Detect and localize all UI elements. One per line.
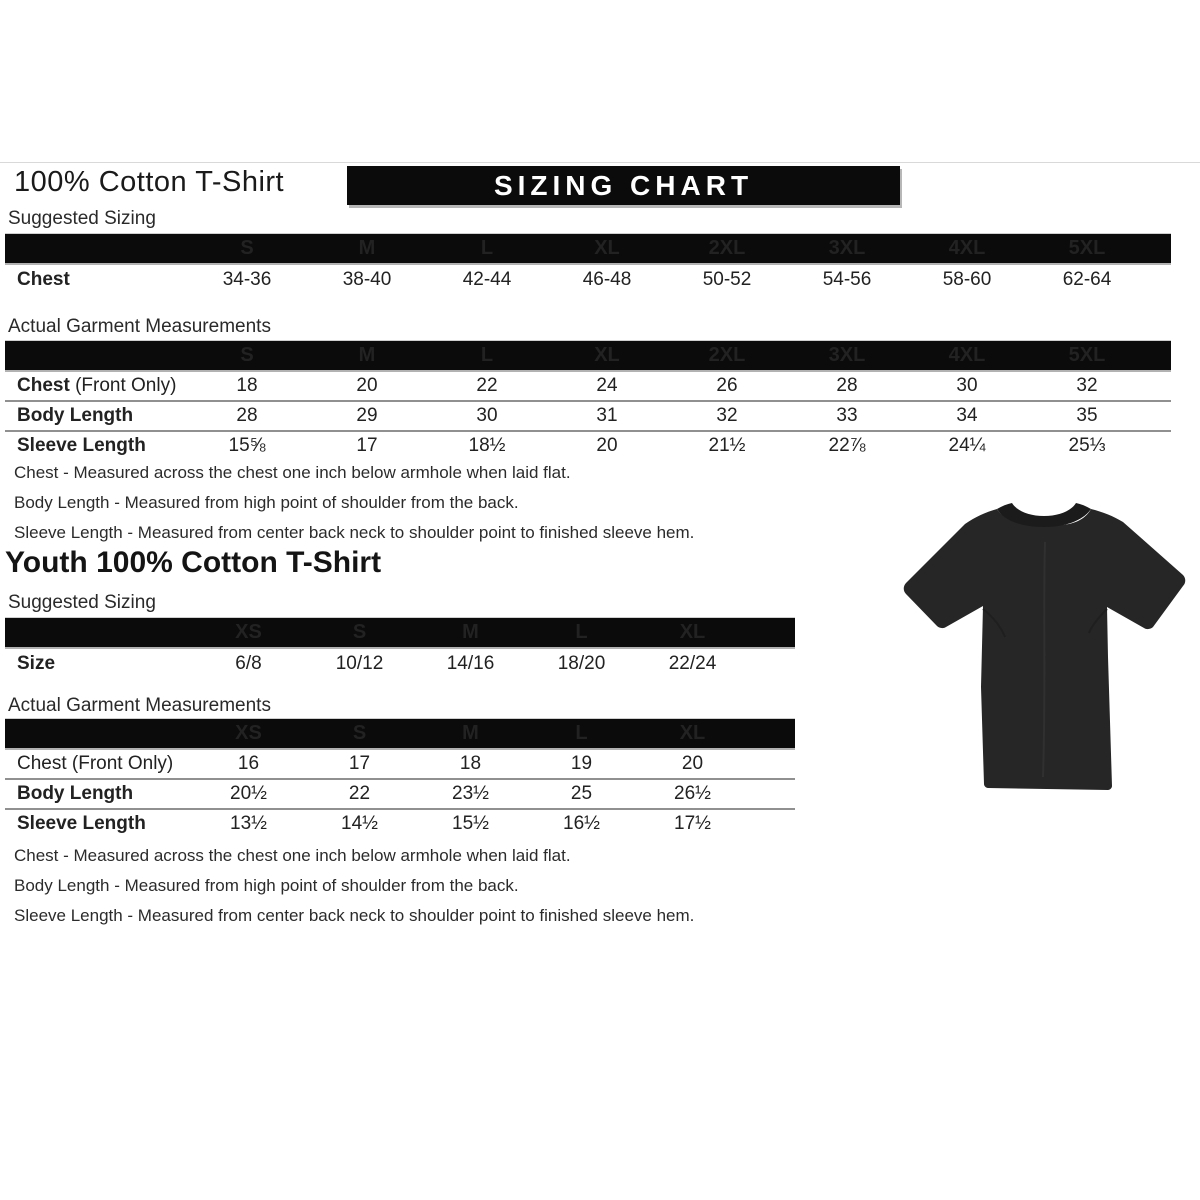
measurement: 24 [596, 375, 618, 396]
page-title: 100% Cotton T-Shirt [14, 166, 285, 198]
measurement: 22 [348, 783, 371, 804]
adult-body-length-row [5, 400, 1171, 430]
size-range: 22/24 [668, 653, 717, 674]
row-label [5, 435, 187, 457]
adult-actual-measurements-heading: Actual Garment Measurements [8, 316, 271, 337]
row-label [5, 375, 187, 397]
measurement: 25⅓ [1068, 435, 1106, 456]
note-chest: Chest - Measured across the chest one inch below armhole when laid flat. [14, 463, 571, 482]
adult-suggested-sizing-table [5, 233, 1171, 295]
size-header: XS [235, 621, 262, 643]
measurement: 22⅞ [828, 435, 866, 456]
youth-suggested-header-row [5, 618, 795, 647]
size-header: 4XL [948, 344, 986, 366]
measurement: 20 [681, 753, 704, 774]
note-chest: Chest - Measured across the chest one inch below armhole when laid flat. [14, 846, 571, 865]
size-header: S [240, 237, 254, 259]
note-body-length: Body Length - Measured from high point of shoulder from the back. [14, 876, 519, 895]
measurement: 25 [570, 783, 593, 804]
size-header: XL [594, 237, 620, 259]
measurement: 18½ [468, 435, 506, 456]
youth-chest-row [5, 748, 795, 778]
measurement: 31 [596, 405, 618, 426]
measurement: 17 [348, 753, 371, 774]
size-header: 2XL [708, 237, 746, 259]
adult-measurement-notes [14, 458, 694, 548]
row-label: Chest [17, 269, 70, 290]
adult-chest-row [5, 370, 1171, 400]
measurement: 16½ [563, 813, 600, 834]
chest-range: 34-36 [222, 269, 272, 290]
measurement: 15½ [452, 813, 489, 834]
note-sleeve-length: Sleeve Length - Measured from center back neck to shoulder point to finished sleeve hem. [14, 523, 695, 542]
row-label: Body Length [17, 783, 134, 804]
youth-actual-measurements-heading: Actual Garment Measurements [8, 695, 271, 716]
measurement: 32 [1076, 375, 1098, 396]
sizing-chart-banner [347, 166, 900, 205]
measurement: 26½ [674, 783, 711, 804]
row-label: Chest (Front Only) [17, 753, 174, 774]
youth-actual-measurements-table [5, 718, 795, 838]
measurement: 30 [476, 405, 498, 426]
row-label-suffix: (Front Only) [69, 375, 177, 396]
size-header: S [352, 722, 367, 744]
youth-actual-header-row [5, 719, 795, 748]
measurement: 24¼ [948, 435, 986, 456]
chest-range: 50-52 [702, 269, 752, 290]
tshirt-product-image [893, 487, 1195, 809]
youth-measurement-notes [14, 841, 694, 931]
measurement: 19 [570, 753, 593, 774]
size-range: 18/20 [557, 653, 606, 674]
row-label-bold: Chest [17, 375, 70, 396]
tshirt-illustration [893, 487, 1195, 809]
size-header: 3XL [828, 237, 866, 259]
chest-range: 54-56 [822, 269, 872, 290]
measurement: 28 [236, 405, 258, 426]
size-header: L [480, 237, 494, 259]
youth-suggested-sizing-table [5, 617, 795, 679]
size-header: 5XL [1068, 237, 1106, 259]
measurement: 26 [716, 375, 738, 396]
size-header: XL [594, 344, 620, 366]
measurement: 17½ [674, 813, 711, 834]
size-header: 4XL [948, 237, 986, 259]
youth-section-title: Youth 100% Cotton T-Shirt [5, 546, 382, 579]
youth-size-row [5, 647, 795, 679]
measurement: 13½ [230, 813, 267, 834]
size-header: 3XL [828, 344, 866, 366]
size-range: 6/8 [235, 653, 262, 674]
chest-range: 38-40 [342, 269, 392, 290]
measurement: 20 [596, 435, 618, 456]
size-header: M [358, 344, 376, 366]
note-sleeve-length: Sleeve Length - Measured from center back neck to shoulder point to finished sleeve hem. [14, 906, 695, 925]
page-top-divider [0, 162, 1200, 163]
chest-range: 42-44 [462, 269, 512, 290]
youth-body-length-row [5, 778, 795, 808]
sizing-chart-banner-label: SIZING CHART [493, 169, 754, 201]
size-header: XL [679, 722, 706, 744]
measurement: 21½ [708, 435, 746, 456]
size-header: S [352, 621, 367, 643]
measurement: 34 [956, 405, 978, 426]
measurement: 20½ [230, 783, 267, 804]
measurement: 18 [236, 375, 258, 396]
adult-suggested-sizing-heading: Suggested Sizing [8, 208, 156, 229]
adult-actual-measurements-table [5, 340, 1171, 460]
measurement: 28 [836, 375, 858, 396]
chest-range: 46-48 [582, 269, 632, 290]
measurement: 17 [356, 435, 378, 456]
size-header: 2XL [708, 344, 746, 366]
row-label [5, 405, 187, 427]
measurement: 14½ [341, 813, 378, 834]
row-label-bold: Body Length [17, 405, 134, 426]
measurement: 33 [836, 405, 858, 426]
size-header: M [358, 237, 376, 259]
adult-actual-header-row [5, 341, 1171, 370]
measurement: 32 [716, 405, 738, 426]
size-header: L [575, 621, 588, 643]
measurement: 15⅝ [228, 435, 266, 456]
adult-sleeve-length-row [5, 430, 1171, 460]
youth-sleeve-length-row [5, 808, 795, 838]
size-header: M [462, 621, 479, 643]
measurement: 30 [956, 375, 978, 396]
size-header: L [480, 344, 494, 366]
size-range: 14/16 [446, 653, 495, 674]
row-label: Sleeve Length [17, 813, 146, 834]
measurement: 35 [1076, 405, 1098, 426]
measurement: 22 [476, 375, 498, 396]
row-label-bold: Sleeve Length [17, 435, 146, 456]
measurement: 20 [356, 375, 378, 396]
size-header: L [575, 722, 588, 744]
measurement: 29 [356, 405, 378, 426]
size-header: 5XL [1068, 344, 1106, 366]
measurement: 18 [459, 753, 482, 774]
adult-chest-range-row [5, 263, 1171, 295]
size-header: XL [679, 621, 706, 643]
size-range: 10/12 [335, 653, 384, 674]
row-label: Size [17, 653, 56, 674]
chest-range: 62-64 [1062, 269, 1112, 290]
measurement: 16 [237, 753, 260, 774]
adult-suggested-header-row [5, 234, 1171, 263]
chest-range: 58-60 [942, 269, 992, 290]
note-body-length: Body Length - Measured from high point of shoulder from the back. [14, 493, 519, 512]
youth-suggested-sizing-heading: Suggested Sizing [8, 592, 156, 613]
size-header: S [240, 344, 254, 366]
size-header: XS [235, 722, 262, 744]
measurement: 23½ [452, 783, 489, 804]
size-header: M [462, 722, 479, 744]
